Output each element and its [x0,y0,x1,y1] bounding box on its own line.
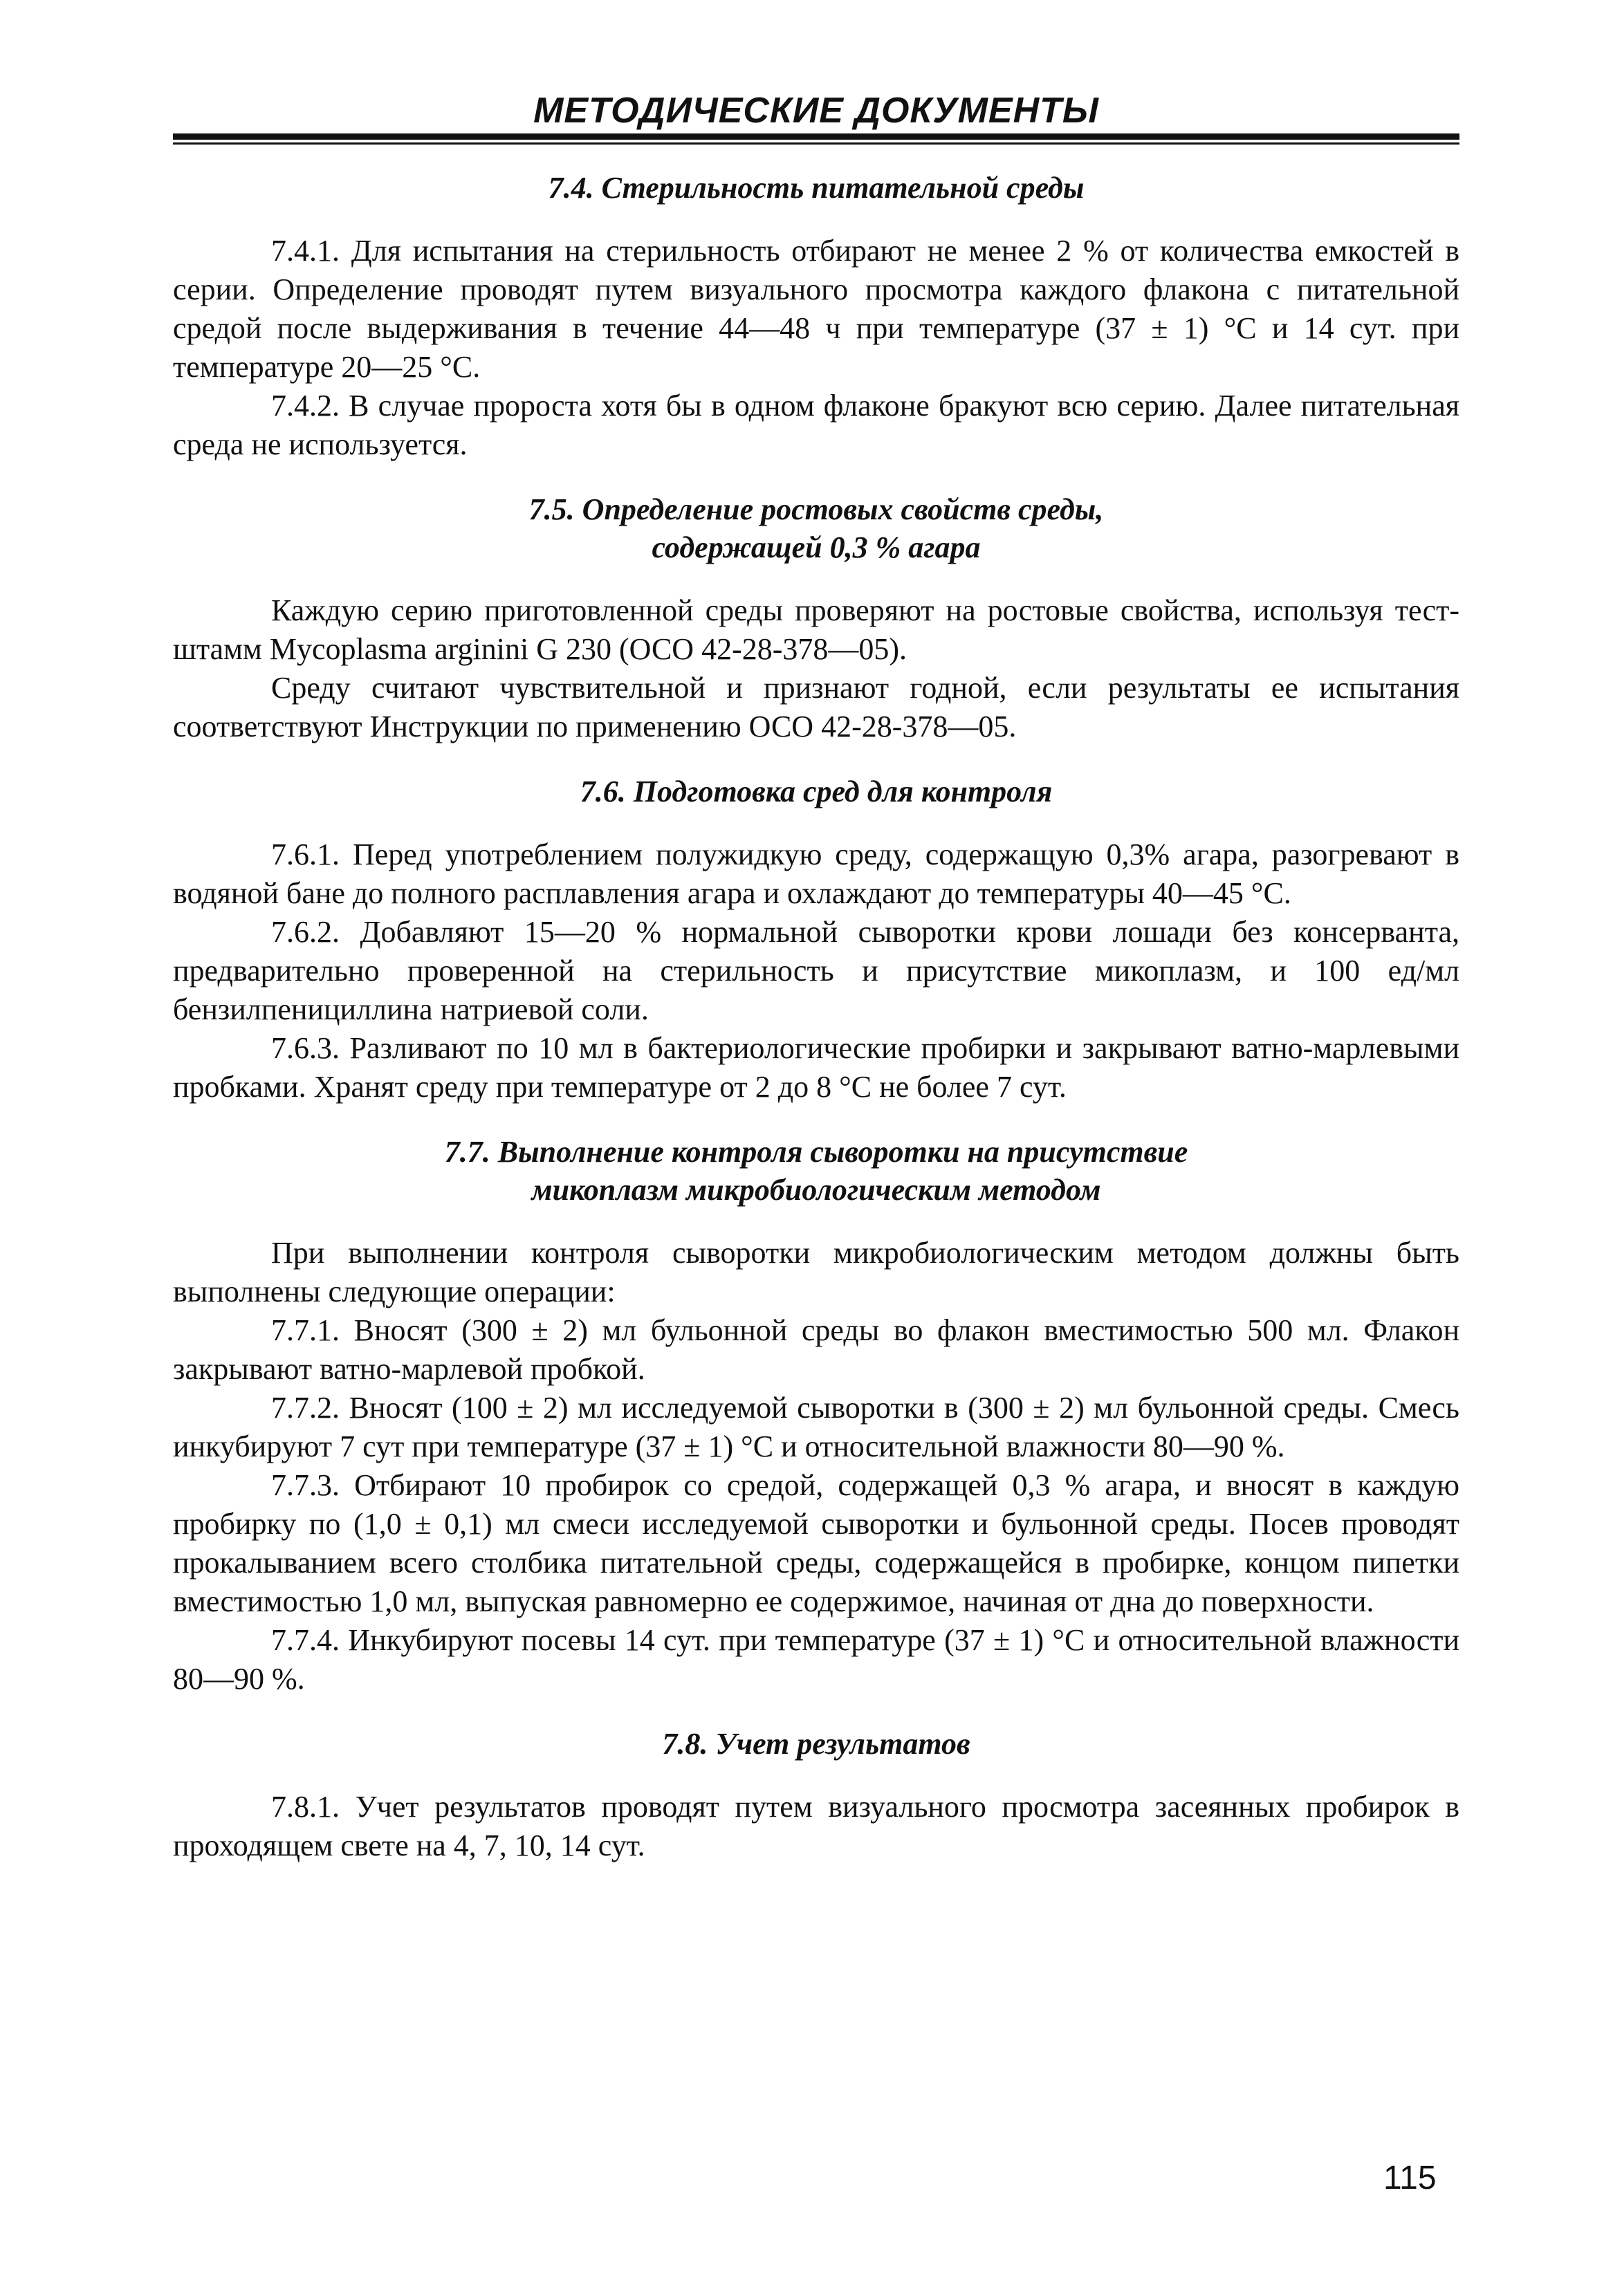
paragraph-7-6-3: 7.6.3. Разливают по 10 мл в бактериологические пробирки и закрывают ватно-марлевыми пробками. Хранят среду при температуре от 2 до 8 °С не более 7 сут. [173,1031,1459,1104]
section-title-line: 7.7. Выполнение контроля сыворотки на присутствие [444,1135,1188,1169]
page-number: 115 [1383,2160,1437,2196]
paragraph-7-4-1: 7.4.1. Для испытания на стерильность отбирают не менее 2 % от количества емкостей в серии. Определение проводят путем визуального просмотра каждого флакона с питательной средой после выдерживания в течение 44—48 ч при температуре (37 ± 1) °С и 14 сут. при температуре 20—25 °С. [173,234,1459,384]
header-title: МЕТОДИЧЕСКИЕ ДОКУМЕНТЫ [533,91,1099,131]
section-title-7-5 [173,490,1459,566]
header-rule-thin [173,142,1459,145]
section-title-line: 7.8. Учет результатов [662,1727,970,1761]
section-title-line: 7.6. Подготовка сред для контроля [580,775,1053,808]
header-rule-thick [173,133,1459,140]
paragraph-7-6-2: 7.6.2. Добавляют 15—20 % нормальной сыворотки крови лошади без консерванта, предварительно проверенной на стерильность и присутствие микоплазм, и 100 ед/мл бензилпенициллина натриевой соли. [173,915,1459,1026]
section-title-line: микоплазм микробиологическим методом [531,1173,1101,1207]
section-title-7-7 [173,1133,1459,1209]
running-header [173,90,1459,152]
section-title-7-8 [173,1725,1459,1763]
paragraph-7-6-1: 7.6.1. Перед употреблением полужидкую среду, содержащую 0,3% агара, разогревают в водяной бане до полного расплавления агара и охлаждают до температуры 40—45 °С. [173,837,1459,910]
paragraph-7-7-4: 7.7.4. Инкубируют посевы 14 сут. при температуре (37 ± 1) °С и относительной влажности 80—90 %. [173,1623,1459,1696]
paragraph-7-7-1: 7.7.1. Вносят (300 ± 2) мл бульонной среды во флакон вместимостью 500 мл. Флакон закрывают ватно-марлевой пробкой. [173,1313,1459,1386]
section-title-line: 7.4. Стерильность питательной среды [548,171,1085,205]
section-title-line: содержащей 0,3 % агара [652,530,981,564]
section-title-7-4 [173,169,1459,207]
document-page [173,90,1459,1865]
section-title-7-6 [173,772,1459,811]
paragraph-7-7-3: 7.7.3. Отбирают 10 пробирок со средой, содержащей 0,3 % агара, и вносят в каждую пробирку по (1,0 ± 0,1) мл смеси исследуемой сыворотки и бульонной среды. Посев проводят прокалыванием всего столбика питательной среды, содержащейся в пробирке, концом пипетки вместимостью 1,0 мл, выпуская равномерно ее содержимое, начиная от дна до поверхности. [173,1468,1459,1618]
paragraph-7-5-b: Среду считают чувствительной и признают годной, если результаты ее испытания соответствуют Инструкции по применению ОСО 42-28-378—05. [173,671,1459,743]
page-content [173,152,1459,1865]
section-title-line: 7.5. Определение ростовых свойств среды, [528,492,1104,526]
paragraph-7-4-2: 7.4.2. В случае пророста хотя бы в одном флаконе бракуют всю серию. Далее питательная среда не используется. [173,389,1459,461]
paragraph-7-5-a: Каждую серию приготовленной среды проверяют на ростовые свойства, используя тест-штамм Mycoplasma arginini G 230 (ОСО 42-28-378—05). [173,593,1459,666]
paragraph-7-7-intro: При выполнении контроля сыворотки микробиологическим методом должны быть выполнены следующие операции: [173,1236,1459,1308]
paragraph-7-7-2: 7.7.2. Вносят (100 ± 2) мл исследуемой сыворотки в (300 ± 2) мл бульонной среды. Смесь инкубируют 7 сут при температуре (37 ± 1) °С и относительной влажности 80—90 %. [173,1391,1459,1463]
paragraph-7-8-1: 7.8.1. Учет результатов проводят путем визуального просмотра засеянных пробирок в проходящем свете на 4, 7, 10, 14 сут. [173,1790,1459,1862]
